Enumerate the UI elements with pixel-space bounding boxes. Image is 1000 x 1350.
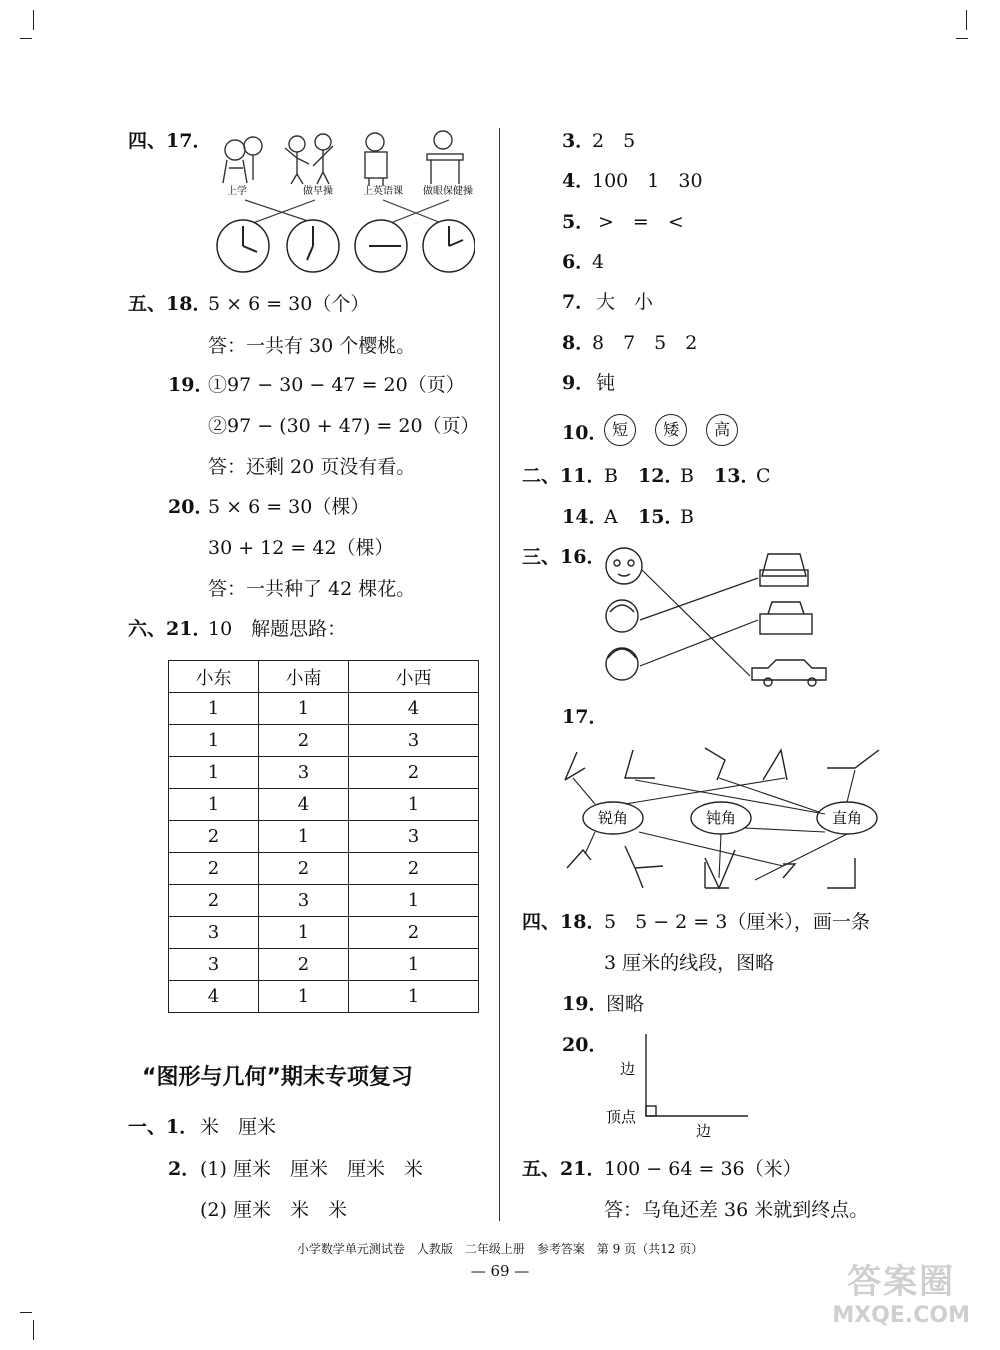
q8-label: 8．: [562, 332, 595, 354]
q5-21-label: 五、21．: [522, 1158, 606, 1180]
q14-label: 14．: [562, 506, 608, 528]
q3-16-label: 三、16．: [522, 546, 606, 568]
q20-step-2: 30 + 12 = 42（棵）: [208, 537, 394, 559]
q4-text: 100 1 30: [592, 170, 703, 192]
watermark-site: MXQE.COM: [832, 1303, 970, 1328]
s1-1-label: 一、1．: [128, 1116, 199, 1138]
table-cell: 1: [259, 917, 349, 949]
q15-text: B: [680, 506, 694, 528]
crop-mark: [33, 10, 34, 30]
q20-answer: 答：一共种了 42 棵花。: [208, 578, 416, 600]
table-row: [169, 981, 479, 1013]
clock-label: 做早操: [303, 186, 333, 197]
table-cell: 1: [259, 693, 349, 725]
angle-classification-figure: [555, 738, 885, 896]
table-cell: 1: [349, 789, 479, 821]
q20-step-1: 5 × 6 = 30（棵）: [208, 496, 370, 518]
q6-21-text: 10 解题思路：: [208, 618, 347, 640]
table-cell: 1: [169, 789, 259, 821]
q9-label: 9．: [562, 372, 595, 394]
table-cell: 2: [349, 853, 479, 885]
table-cell: 1: [169, 725, 259, 757]
edge-label: 边: [620, 1060, 636, 1078]
vertex-label: 顶点: [606, 1108, 637, 1126]
q20-label-right: 20．: [562, 1034, 608, 1056]
clock-matching-figure: [205, 128, 475, 276]
angle-parts-figure: [600, 1030, 760, 1142]
q13-text: C: [756, 465, 771, 487]
table-cell: 2: [169, 821, 259, 853]
q19-text-right: 图略: [606, 993, 645, 1015]
q3-text: 2 5: [592, 130, 636, 152]
answer-table: [168, 660, 479, 1013]
q10-circled-answers: [604, 414, 752, 446]
q2-11-label: 二、11．: [522, 465, 606, 487]
q4-18-line-1: 5 5 − 2 = 3（厘米），画一条: [604, 911, 870, 933]
edge-label: 边: [696, 1122, 712, 1140]
q5-21-answer: 答：乌龟还差 36 米就到终点。: [604, 1199, 869, 1221]
table-cell: 3: [349, 725, 479, 757]
q13-label: 13．: [714, 465, 760, 487]
q12-label: 12．: [638, 465, 684, 487]
q19-method-2: ②97 − (30 + 47) = 20（页）: [208, 415, 480, 437]
table-cell: 1: [259, 981, 349, 1013]
q7-label: 7．: [562, 291, 595, 313]
watermark-logo: 答案圈: [847, 1262, 956, 1302]
crop-mark: [20, 38, 32, 39]
table-cell: 2: [349, 917, 479, 949]
crop-mark: [966, 10, 967, 30]
table-cell: 2: [259, 853, 349, 885]
clock-label: 上英语课: [363, 186, 403, 197]
angle-label: 直角: [832, 809, 863, 827]
table-cell: 3: [349, 821, 479, 853]
q6-21-label: 六、21．: [128, 618, 212, 640]
table-cell: 3: [169, 949, 259, 981]
table-cell: 1: [349, 949, 479, 981]
clock-label: 上学: [227, 186, 247, 197]
page-number: — 69 —: [470, 1262, 530, 1280]
q4-17-label: 四、17．: [128, 130, 212, 152]
watermark: [832, 1254, 970, 1328]
crop-mark: [33, 1320, 34, 1340]
section-title: “图形与几何”期末专项复习: [142, 1065, 413, 1090]
table-cell: 2: [259, 725, 349, 757]
q10-label: 10．: [562, 422, 608, 444]
q17-label: 17．: [562, 706, 608, 728]
q5-21-equation: 100 − 64 = 36（米）: [604, 1158, 802, 1180]
table-row: [169, 853, 479, 885]
q14-text: A: [604, 506, 618, 528]
table-cell: 4: [349, 693, 479, 725]
s1-2-label: 2．: [168, 1158, 201, 1180]
table-cell: 1: [169, 693, 259, 725]
table-cell: 1: [259, 821, 349, 853]
table-cell: 2: [349, 757, 479, 789]
q5-text: > = <: [598, 211, 684, 233]
table-header-row: [169, 661, 479, 693]
q19-method-1: ①97 − 30 − 47 = 20（页）: [208, 374, 465, 396]
q7-text: 大 小: [596, 291, 654, 313]
table-cell: 3: [169, 917, 259, 949]
q9-text: 钝: [596, 372, 616, 394]
table-row: [169, 885, 479, 917]
q2-11-text: B: [604, 465, 618, 487]
q19-label-right: 19．: [562, 993, 608, 1015]
footer-line: 小学数学单元测试卷 人教版 二年级上册 参考答案 第 9 页（共12 页）: [296, 1242, 704, 1256]
column-divider: [499, 128, 500, 1221]
angle-label: 锐角: [598, 809, 629, 827]
q3-label: 3．: [562, 130, 595, 152]
q5-18-equation: 5 × 6 = 30（个）: [208, 293, 370, 315]
q4-18-line-2: 3 厘米的线段，图略: [604, 952, 775, 974]
q8-text: 8 7 5 2: [592, 332, 698, 354]
table-row: [169, 725, 479, 757]
table-header: 小东: [169, 661, 259, 693]
q15-label: 15．: [638, 506, 684, 528]
q19-label: 19．: [168, 374, 214, 396]
q6-label: 6．: [562, 251, 595, 273]
q5-18-answer: 答：一共有 30 个樱桃。: [208, 335, 416, 357]
table-cell: 4: [169, 981, 259, 1013]
table-row: [169, 917, 479, 949]
circled-answer: 矮: [655, 414, 687, 446]
table-cell: 1: [349, 885, 479, 917]
q4-label: 4．: [562, 170, 595, 192]
s1-2-part-2: (2) 厘米 米 米: [200, 1199, 347, 1221]
circled-answer: 高: [706, 414, 738, 446]
angle-label: 钝角: [706, 809, 737, 827]
table-row: [169, 693, 479, 725]
q5-18-label: 五、18．: [128, 293, 212, 315]
clock-label: 做眼保健操: [423, 186, 473, 197]
table-cell: 1: [169, 757, 259, 789]
crop-mark: [956, 38, 968, 39]
table-cell: 2: [259, 949, 349, 981]
q4-18-label: 四、18．: [522, 911, 606, 933]
crop-mark: [20, 1312, 32, 1313]
table-row: [169, 757, 479, 789]
table-row: [169, 789, 479, 821]
s1-1-text: 米 厘米: [200, 1116, 277, 1138]
view-matching-figure: [600, 540, 835, 690]
table-cell: 4: [259, 789, 349, 821]
table-row: [169, 949, 479, 981]
q6-text: 4: [592, 251, 605, 273]
circled-answer: 短: [604, 414, 636, 446]
q20-label: 20．: [168, 496, 214, 518]
q12-text: B: [680, 465, 694, 487]
table-row: [169, 821, 479, 853]
table-header: 小南: [259, 661, 349, 693]
table-cell: 3: [259, 757, 349, 789]
table-header: 小西: [349, 661, 479, 693]
q5-label: 5．: [562, 211, 595, 233]
table-cell: 1: [349, 981, 479, 1013]
table-cell: 2: [169, 885, 259, 917]
q19-answer: 答：还剩 20 页没有看。: [208, 456, 416, 478]
table-cell: 2: [169, 853, 259, 885]
s1-2-part-1: (1) 厘米 厘米 厘米 米: [200, 1158, 423, 1180]
table-cell: 3: [259, 885, 349, 917]
